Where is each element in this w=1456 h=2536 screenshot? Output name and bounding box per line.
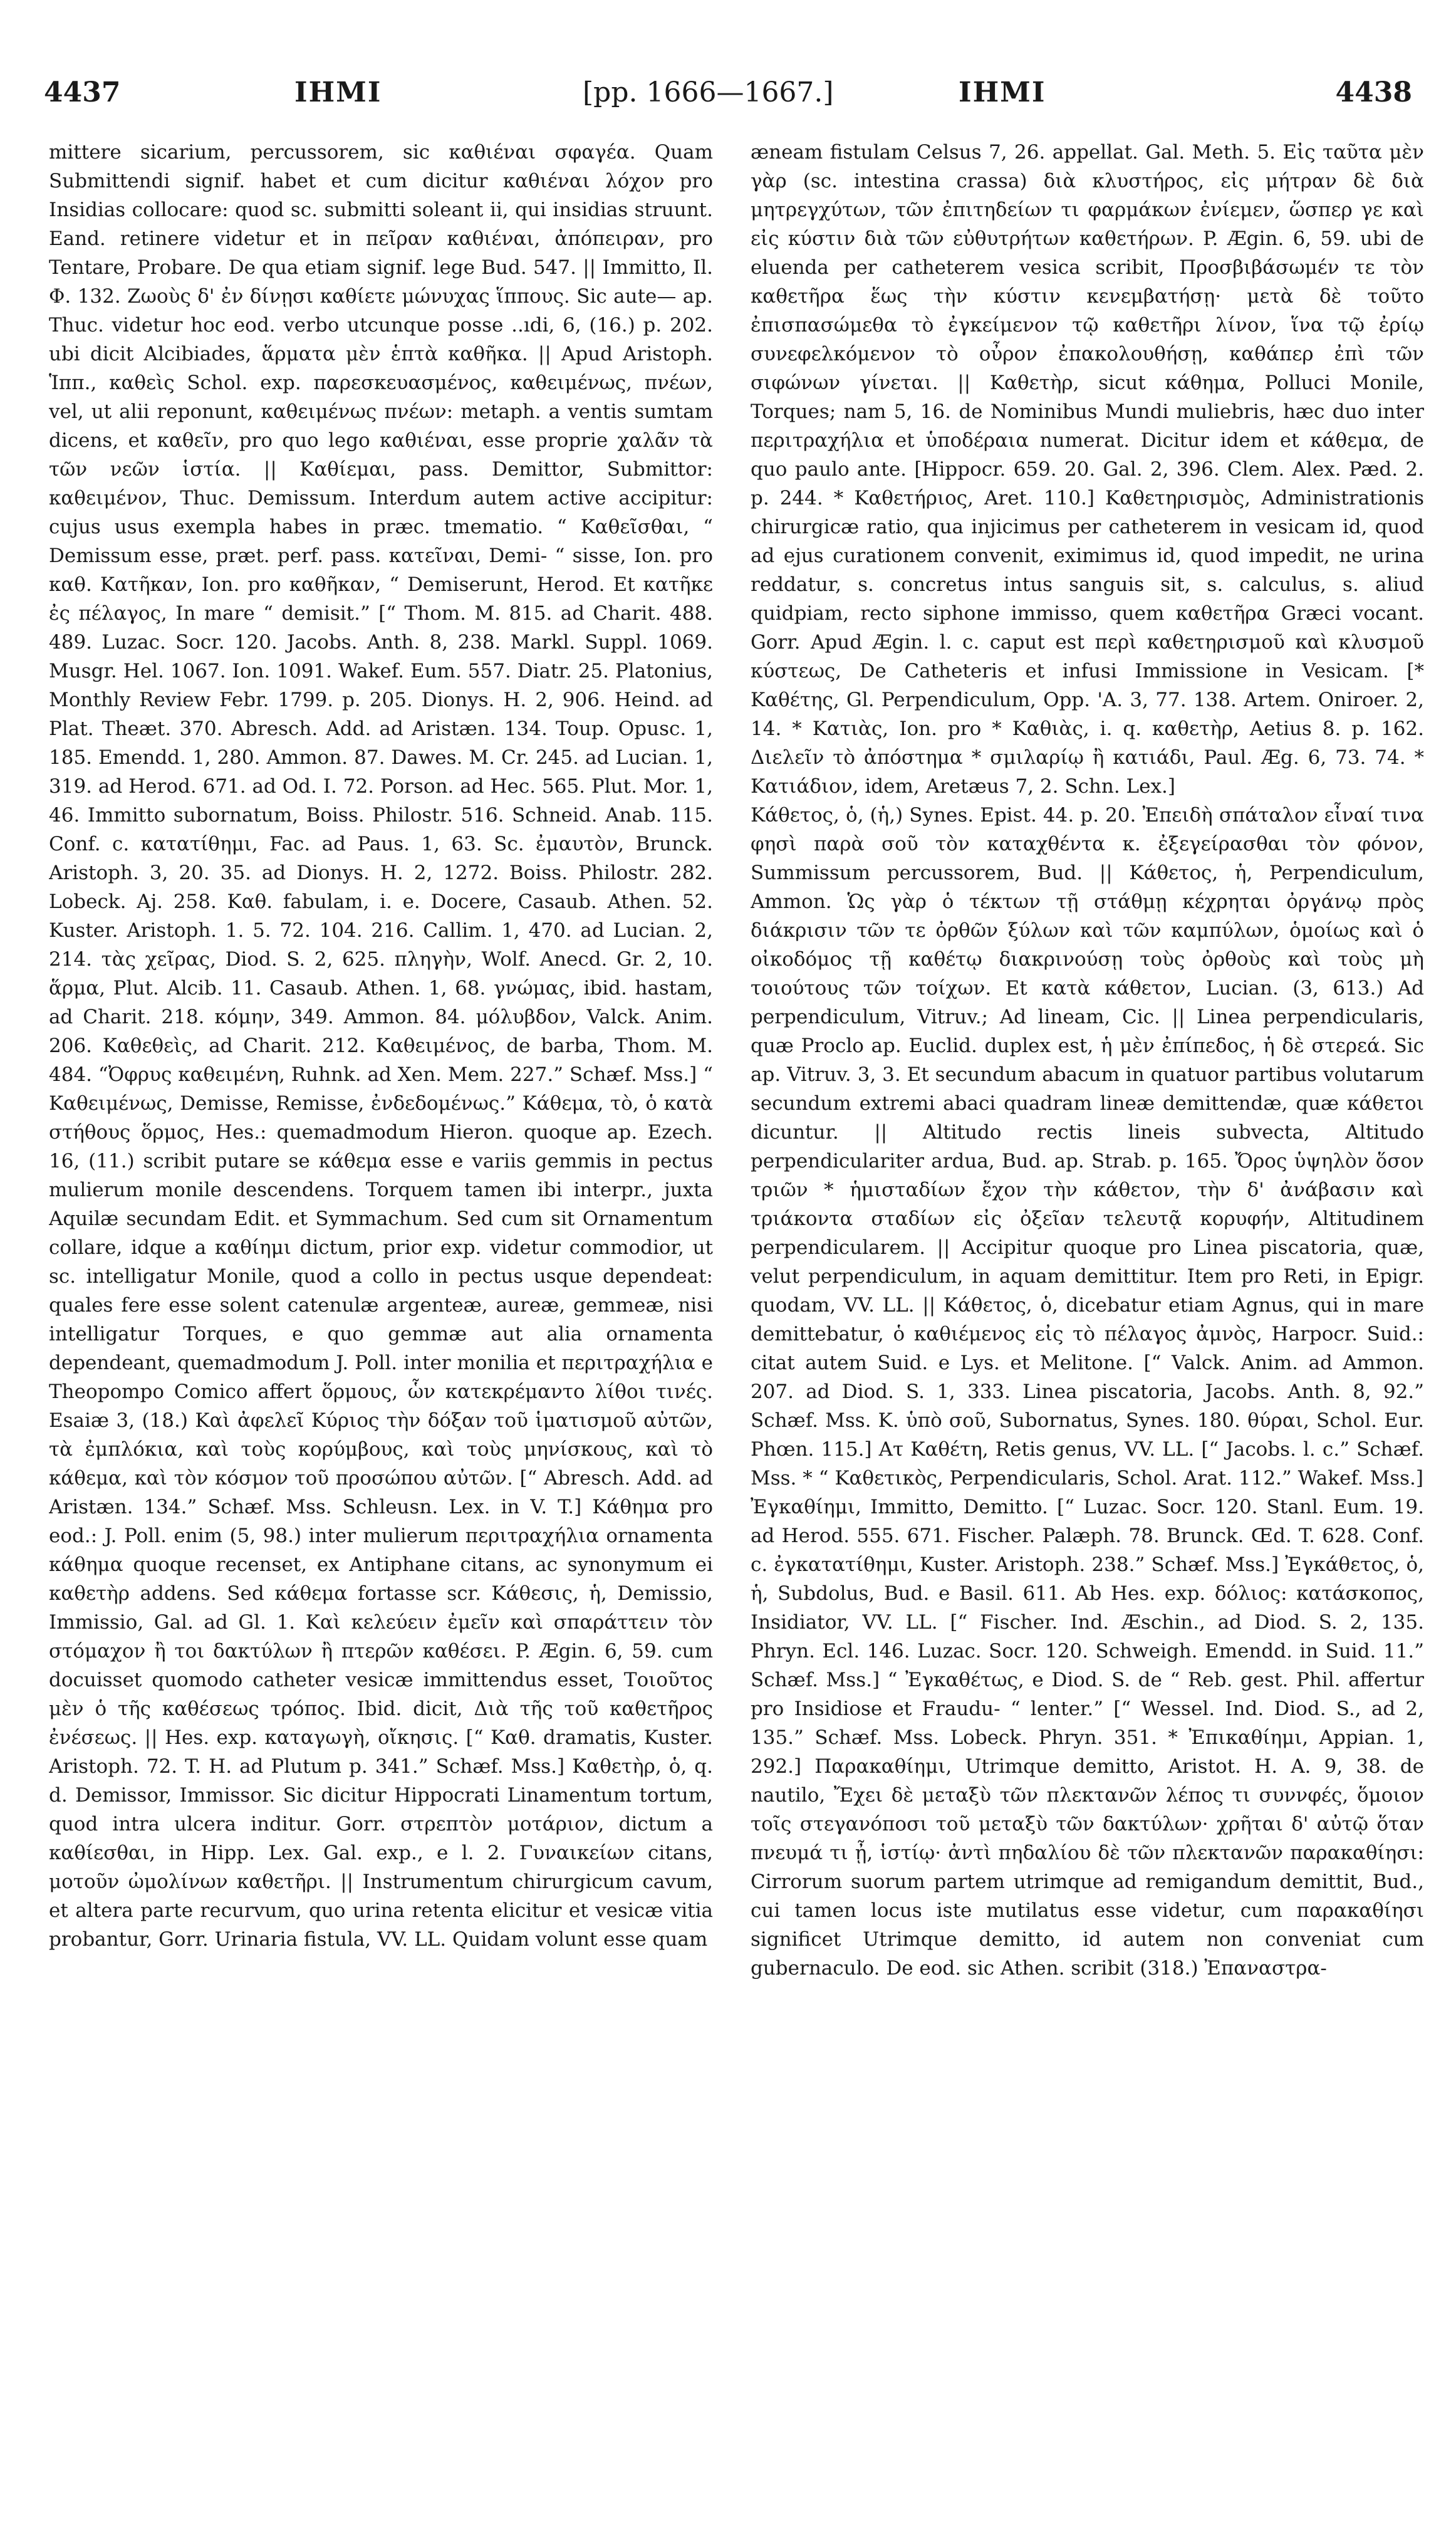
left-column bbox=[49, 138, 713, 2507]
column-number-right: 4438 bbox=[1335, 76, 1412, 108]
running-headword-left: ΙΗΜΙ bbox=[294, 76, 382, 108]
paragraph: Κάθετος, ὁ, (ἡ,) Synes. Epist. 44. p. 20. Ἐπειδὴ σπάταλον εἶναί τινα φησὶ παρὰ σοῦ τὸν καταχθέντα κ. ἐξεγείρασθαι τὸν φόνον, Summissum percussorem, Bud. || Κάθετος, ἡ, Perpendiculum, Ammon. Ὡς γὰρ ὁ τέκτων τῇ στάθμῃ κέχρηται ὀργάνῳ πρὸς διάκρισιν τῶν τε ὀρθῶν ξύλων καὶ τῶν καμπύλων, ὁμοίως καὶ ὁ οἰκοδόμος τῇ καθέτῳ διακρινούσῃ τοὺς ὀρθοὺς καὶ τοὺς μὴ τοιούτους τῶν τοίχων. Et κατὰ κάθετον, Lucian. (3, 613.) Ad perpendiculum, Vitruv.; Ad lineam, Cic. || Linea perpendicularis, quæ Proclo ap. Euclid. duplex est, ἡ μὲν ἐπίπεδος, ἡ δὲ στερεά. Sic ap. Vitruv. 3, 3. Et secundum abacum in quatuor partibus volutarum secundum extremi abaci quadram lineæ demittendæ, quæ κάθετοι dicuntur. || Altitudo rectis lineis subvecta, Altitudo perpendiculariter ardua, Bud. ap. Strab. p. 165. Ὄρος ὑψηλὸν ὅσον τριῶν * ἡμισταδίων ἔχον τὴν κάθετον, τὴν δ' ἀνάβασιν καὶ τριάκοντα σταδίων εἰς ὀξεῖαν τελευτᾷ κορυφήν, Altitudinem perpendicularem. || Accipitur quoque pro Linea piscatoria, quæ, velut perpendiculum, in aquam demittitur. Item pro Reti, in Epigr. quodam, VV. LL. || Κάθετος, ὁ, dicebatur etiam Agnus, qui in mare demittebatur, ὁ καθιέμενος εἰς τὸ πέλαγος ἀμνὸς, Harpocr. Suid.: citat autem Suid. e Lys. et Melitone. [“ Valck. Anim. ad Ammon. 207. ad Diod. S. 1, 333. Linea piscatoria, Jacobs. Anth. 8, 92.” Schæf. Mss. K. ὑπὸ σοῦ, Subornatus, Synes. 180. θύραι, Schol. Eur. Phœn. 115.] Ατ Καθέτη, Retis genus, VV. LL. [“ Jacobs. l. c.” Schæf. Mss. * “ Καθετικὸς, Perpendicularis, Schol. Arat. 112.” Wakef. Mss.] bbox=[751, 804, 1424, 1490]
page-range: [pp. 1666—1667.] bbox=[583, 76, 834, 108]
running-headword-right: ΙΗΜΙ bbox=[959, 76, 1046, 108]
column-number-left: 4437 bbox=[44, 76, 121, 108]
paragraph: æneam fistulam Celsus 7, 26. appellat. Gal. Meth. 5. Εἰς ταῦτα μὲν γὰρ (sc. intestina crassa) διὰ κλυστήρος, εἰς μήτραν δὲ διὰ μητρεγχύτων, τῶν ἐπιτηδείων τι φαρμάκων ἐνίεμεν, ὥσπερ γε καὶ εἰς κύστιν διὰ τῶν εὐθυτρήτων καθετήρων. P. Ægin. 6, 59. ubi de eluenda per catheterem vesica scribit, Προσβιβάσωμέν τε τὸν καθετῆρα ἕως τὴν κύστιν κενεμβατήσῃ· μετὰ δὲ τοῦτο ἐπισπασώμεθα τὸ ἐγκείμενον τῷ καθετῆρι λίνον, ἵνα τῷ ἐρίῳ συνεφελκόμενον τὸ οὖρον ἐπακολουθήσῃ, καθάπερ ἐπὶ τῶν σιφώνων γίνεται. || Καθετὴρ, sicut κάθημα, Polluci Monile, Torques; nam 5, 16. de Nominibus Mundi muliebris, hæc duo inter περιτραχήλια et ὑποδέραια numerat. Dicitur idem et κάθεμα, de quo paulo ante. [Hippocr. 659. 20. Gal. 2, 396. Clem. Alex. Pæd. 2. p. 244. * Καθετήριος, Aret. 110.] Καθετηρισμὸς, Administrationis chirurgicæ ratio, qua injicimus per catheterem in vesicam id, quod ad ejus curationem convenit, eximimus id, quod impedit, ne urina reddatur, s. concretus intus sanguis sit, s. calculus, s. aliud quidpiam, recto siphone immisso, quem καθετῆρα Græci vocant. Gorr. Apud Ægin. l. c. caput est περὶ καθετηρισμοῦ καὶ κλυσμοῦ κύστεως, De Catheteris et infusi Immissione in Vesicam. [* Καθέτης, Gl. Perpendiculum, Opp. 'A. 3, 77. 138. Artem. Oniroer. 2, 14. * Κατιὰς, Ion. pro * Καθιὰς, i. q. καθετὴρ, Aetius 8. p. 162. Διελεῖν τὸ ἀπόστημα * σμιλαρίῳ ἢ κατιάδι, Paul. Æg. 6, 73. 74. * Κατιάδιον, idem, Aretæus 7, 2. Schn. Lex.] bbox=[751, 141, 1424, 798]
paragraph: mittere sicarium, percussorem, sic καθιέναι σφαγέα. Quam Submittendi signif. habet et cum dicitur καθιέναι λόχον pro Insidias collocare: quod sc. submitti soleant ii, qui insidias struunt. Eand. retinere videtur et in πεῖραν καθιέναι, ἀπόπειραν, pro Tentare, Probare. De qua etiam signif. lege Bud. 547. || Immitto, Il. Φ. 132. Ζωοὺς δ' ἐν δίνῃσι καθίετε μώνυχας ἵππους. Sic aute— ap. Thuc. videtur hoc eod. verbo utcunque posse ..ıdi, 6, (16.) p. 202. ubi dicit Alcibiades, ἅρματα μὲν ἑπτὰ καθῆκα. || Apud Aristoph. Ἱππ., καθεὶς Schol. exp. παρεσκευασμένος, καθειμένως, πνέων, vel, ut alii reponunt, καθειμένως πνέων: metaph. a ventis sumtam dicens, et καθεῖν, pro quo lego καθιέναι, esse proprie χαλᾶν τὰ τῶν νεῶν ἱστία. || Καθίεμαι, pass. Demittor, Submittor: καθειμένον, Thuc. Demissum. Interdum autem active accipitur: cujus usus exempla habes in præc. tmematio. “ Καθεῖσθαι, “ Demissum esse, præt. perf. pass. κατεῖναι, Demi- “ sisse, Ion. pro καθ. Κατῆκαν, Ion. pro καθῆκαν, “ Demiserunt, Herod. Et κατῆκε ἐς πέλαγος, In mare “ demisit.” [“ Thom. M. 815. ad Charit. 488. 489. Luzac. Socr. 120. Jacobs. Anth. 8, 238. Markl. Suppl. 1069. Musgr. Hel. 1067. Ion. 1091. Wakef. Eum. 557. Diatr. 25. Platonius, Monthly Review Febr. 1799. p. 205. Dionys. H. 2, 906. Heind. ad Plat. Theæt. 370. Abresch. Add. ad Aristæn. 134. Toup. Opusc. 1, 185. Emendd. 1, 280. Ammon. 87. Dawes. M. Cr. 245. ad Lucian. 1, 319. ad Herod. 671. ad Od. I. 72. Porson. ad Hec. 565. Plut. Mor. 1, 46. Immitto subornatum, Boiss. Philostr. 516. Schneid. Anab. 115. Conf. c. κατατίθημι, Fac. ad Paus. 1, 63. Sc. ἐμαυτὸν, Brunck. Aristoph. 3, 20. 35. ad Dionys. H. 2, 1272. Boiss. Philostr. 282. Lobeck. Aj. 258. Καθ. fabulam, i. e. Docere, Casaub. Athen. 52. Kuster. Aristoph. 1. 5. 72. 104. 216. Callim. 1, 470. ad Lucian. 2, 214. τὰς χεῖρας, Diod. S. 2, 625. πληγὴν, Wolf. Anecd. Gr. 2, 10. ἅρμα, Plut. Alcib. 11. Casaub. Athen. 1, 68. γνώμας, ibid. hastam, ad Charit. 218. κόμην, 349. Ammon. 84. μόλυβδον, Valck. Anim. 206. Καθεθεὶς, ad Charit. 212. Καθειμένος, de barba, Thom. M. 484. “Ὀφρυς καθειμένη, Ruhnk. ad Xen. Mem. 227.” Schæf. Mss.] “ Καθειμένως, Demisse, Remisse, ἐνδεδομένως.” Κάθεμα, τὸ, ὁ κατὰ στήθους ὅρμος, Hes.: quemadmodum Hieron. quoque ap. Ezech. 16, (11.) scribit putare se κάθεμα esse e variis gemmis in pectus mulierum monile descendens. Torquem tamen ibi interpr., juxta Aquilæ secundam Edit. et Symmachum. Sed cum sit Ornamentum collare, idque a καθίημι dictum, prior exp. videtur commodior, ut sc. intelligatur Monile, quod a collo in pectus usque dependeat: quales fere esse solent catenulæ argenteæ, aureæ, gemmeæ, nisi intelligatur Torques, e quo gemmæ aut alia ornamenta dependeant, quemadmodum J. Poll. inter monilia et περιτραχήλια e Theopompo Comico affert ὅρμους, ὧν κατεκρέμαντο λίθοι τινές. Esaiæ 3, (18.) Καὶ ἀφελεῖ Κύριος τὴν δόξαν τοῦ ἱματισμοῦ αὐτῶν, τὰ ἐμπλόκια, καὶ τοὺς κορύμβους, καὶ τοὺς μηνίσκους, καὶ τὸ κάθεμα, καὶ τὸν κόσμον τοῦ προσώπου αὐτῶν. [“ Abresch. Add. ad Aristæn. 134.” Schæf. Mss. Schleusn. Lex. in V. T.] Κάθημα pro eod.: J. Poll. enim (5, 98.) inter mulierum περιτραχήλια ornamenta κάθημα quoque recenset, ex Antiphane citans, ac synonymum ei καθετὴρ addens. Sed κάθεμα fortasse scr. Κάθεσις, ἡ, Demissio, Immissio, Gal. ad Gl. 1. Καὶ κελεύειν ἐμεῖν καὶ σπαράττειν τὸν στόμαχον ἢ τοι δακτύλων ἢ πτερῶν καθέσει. P. Ægin. 6, 59. cum docuisset quomodo catheter vesicæ immittendus esset, Τοιοῦτος μὲν ὁ τῆς καθέσεως τρόπος. Ibid. dicit, Διὰ τῆς τοῦ καθετῆρος ἐνέσεως. || Hes. exp. καταγωγὴ, οἴκησις. [“ Καθ. dramatis, Kuster. Aristoph. 72. T. H. ad Plutum p. 341.” Schæf. Mss.] Καθετὴρ, ὁ, q. d. Demissor, Immissor. Sic dicitur Hippocrati Linamentum tortum, quod intra ulcera inditur. Gorr. στρεπτὸν μοτάριον, dictum a καθίεσθαι, in Hipp. Lex. Gal. exp., e l. 2. Γυναικείων citans, μοτοῦν ὠμολίνων καθετῆρι. || Instrumentum chirurgicum cavum, et altera parte recurvum, quo urina retenta elicitur et vesicæ vitia probantur, Gorr. Urinaria fistula, VV. LL. Quidam volunt esse quam bbox=[49, 141, 713, 1951]
paragraph: Ἐγκαθίημι, Immitto, Demitto. [“ Luzac. Socr. 120. Stanl. Eum. 19. ad Herod. 555. 671. Fischer. Palæph. 78. Brunck. Œd. T. 628. Conf. c. ἐγκατατίθημι, Kuster. Aristoph. 238.” Schæf. Mss.] Ἐγκάθετος, ὁ, ἡ, Subdolus, Bud. e Basil. 611. Ab Hes. exp. δόλιος: κατάσκοπος, Insidiator, VV. LL. [“ Fischer. Ind. Æschin., ad Diod. S. 2, 135. Phryn. Ecl. 146. Luzac. Socr. 120. Schweigh. Emendd. in Suid. 11.” Schæf. Mss.] “ Ἐγκαθέτως, e Diod. S. de “ Reb. gest. Phil. affertur pro Insidiose et Fraudu- “ lenter.” [“ Wessel. Ind. Diod. S., ad 2, 135.” Schæf. Mss. Lobeck. Phryn. 351. * Ἐπικαθίημι, Appian. 1, 292.] Παρακαθίημι, Utrimque demitto, Aristot. H. A. 9, 38. de nautilo, Ἔχει δὲ μεταξὺ τῶν πλεκτανῶν λέπος τι συννφές, ὅμοιον τοῖς στεγανόποσι τοῦ μεταξὺ τῶν δακτύλων· χρῆται δ' αὐτῷ ὅταν πνευμά τι ᾖ, ἱστίῳ· ἀντὶ πηδαλίου δὲ τῶν πλεκτανῶν παρακαθίησι: Cirrorum suorum partem utrimque ad remigandum demittit, Bud., cui tamen locus iste mutilatus esse videtur, cum παρακαθίησι significet Utrimque demitto, id autem non conveniat cum gubernaculo. De eod. sic Athen. scribit (318.) Ἐπαναστρα- bbox=[751, 1496, 1424, 1980]
running-header bbox=[44, 74, 1412, 130]
right-column bbox=[751, 138, 1424, 2507]
